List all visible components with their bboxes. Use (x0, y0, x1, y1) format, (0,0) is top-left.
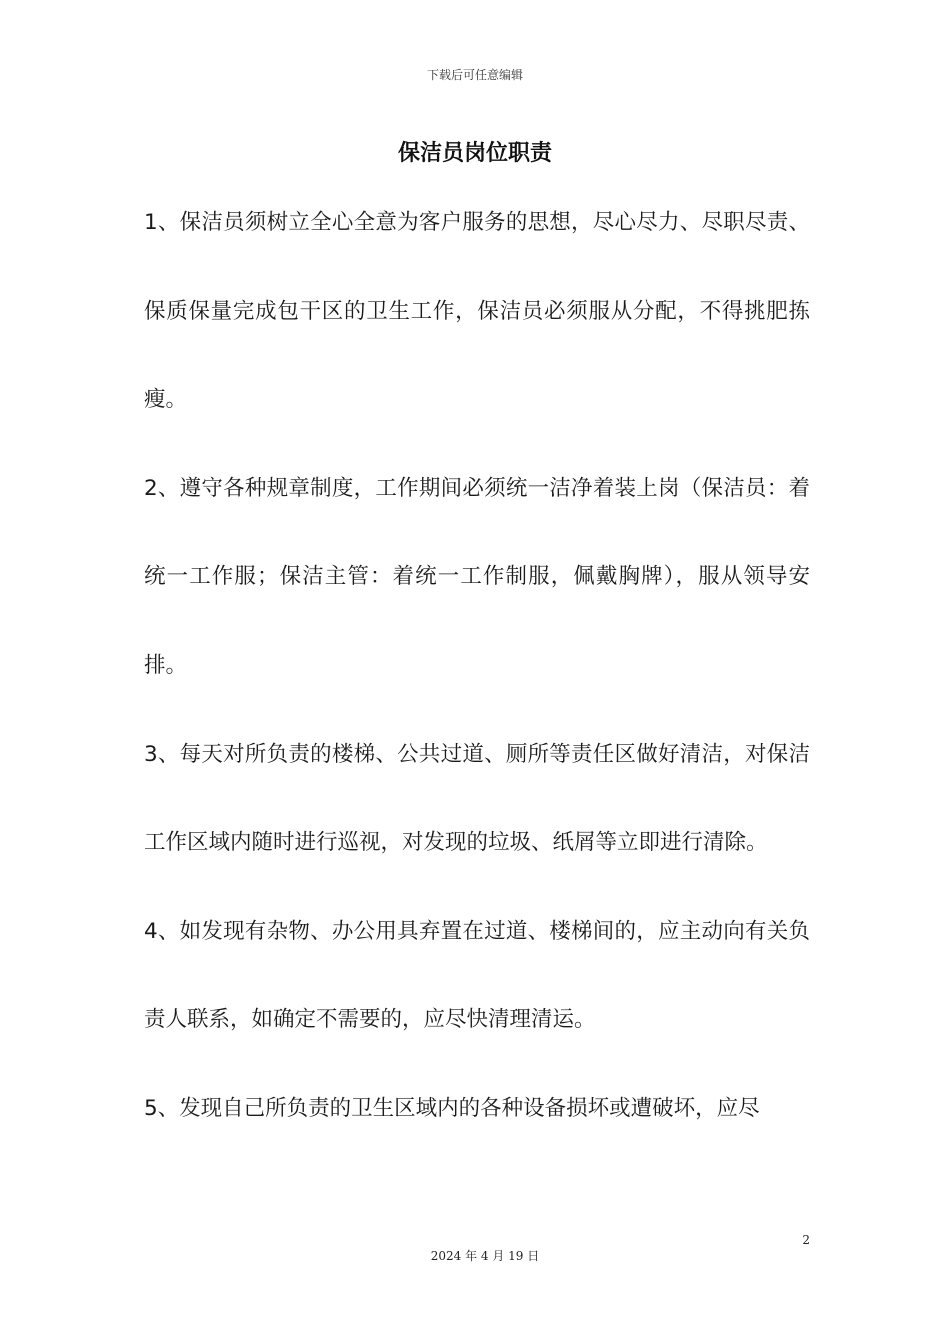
document-title: 保洁员岗位职责 (397, 141, 552, 166)
paragraph-3: 3、每天对所负责的楼梯、公共过道、厕所等责任区做好清洁，对保洁工作区域内随时进行巡视，对发现的垃圾、纸屑等立即进行清除。 (144, 741, 810, 856)
document-body (144, 179, 810, 1154)
paragraph-4: 4、如发现有杂物、办公用具弃置在过道、楼梯间的，应主动向有关负责人联系，如确定不需要的，应尽快清理清运。 (144, 918, 810, 1033)
header-note: 下载后可任意编辑 (426, 68, 523, 82)
paragraph-5: 5、发现自己所负责的卫生区域内的各种设备损坏或遭破坏，应尽 (144, 1095, 760, 1121)
footer-date: 2024 年 4 月 19 日 (430, 1249, 540, 1263)
paragraph-2: 2、遵守各种规章制度，工作期间必须统一洁净着装上岗（保洁员：着统一工作服；保洁主管：着统一工作制服，佩戴胸牌），服从领导安排。 (144, 475, 810, 678)
paragraph-1: 1、保洁员须树立全心全意为客户服务的思想，尽心尽力、尽职尽责、保质保量完成包干区的卫生工作，保洁员必须服从分配，不得挑肥拣瘦。 (144, 210, 810, 413)
page-number: 2 (802, 1233, 810, 1247)
